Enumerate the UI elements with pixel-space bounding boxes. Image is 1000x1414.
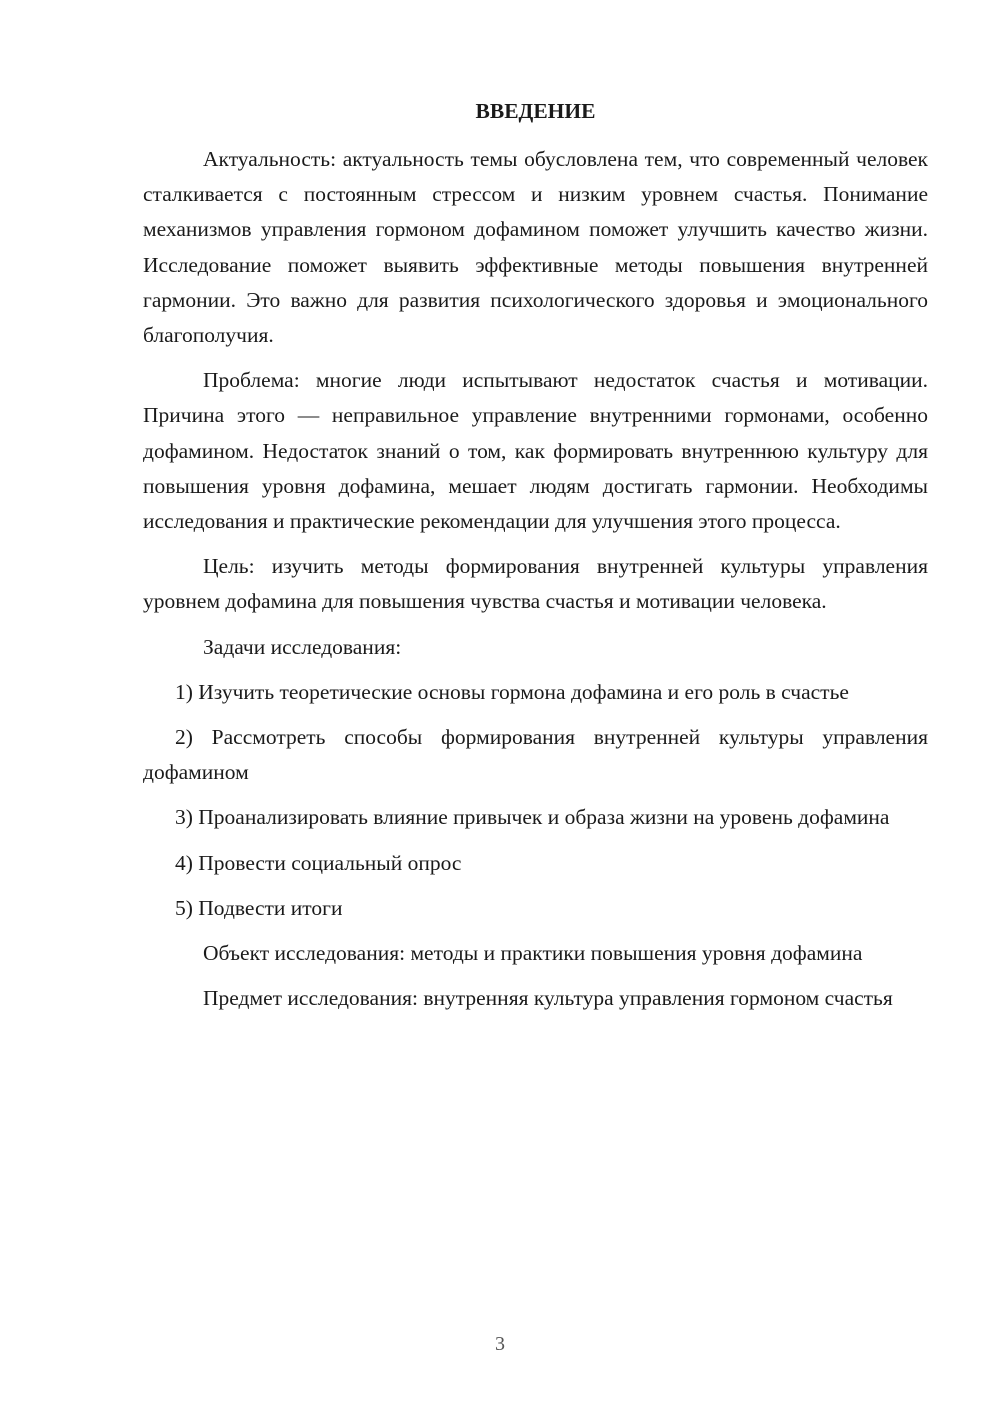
paragraph-subject: Предмет исследования: внутренняя культура управления гормоном счастья bbox=[203, 986, 893, 1011]
paragraph-object: Объект исследования: методы и практики повышения уровня дофамина bbox=[203, 941, 863, 966]
tasks-heading: Задачи исследования: bbox=[203, 634, 402, 659]
task-item-3: 3) Проанализировать влияние привычек и образа жизни на уровень дофамина bbox=[175, 805, 890, 830]
paragraph-actuality: Актуальность: актуальность темы обусловлена тем, что современный человек сталкивается с постоянным стрессом и низким уровнем счастья. Понимание механизмов управления гормоном дофамином поможет улучшить качество жизни. Исследование поможет выявить эффективные методы повышения внутренней гармонии. Это важно для развития психологического здоровья и эмоционального благополучия. bbox=[143, 147, 928, 348]
paragraph-goal: Цель: изучить методы формирования внутренней культуры управления уровнем дофамина для повышения чувства счастья и мотивации человека. bbox=[143, 554, 928, 614]
paragraph-problem: Проблема: многие люди испытывают недостаток счастья и мотивации. Причина этого — неправильное управление внутренними гормонами, особенно дофамином. Недостаток знаний о том, как формировать внутреннюю культуру для повышения уровня дофамина, мешает людям достигать гармонии. Необходимы исследования и практические рекомендации для улучшения этого процесса. bbox=[143, 368, 928, 534]
page-content bbox=[143, 96, 928, 1026]
task-item-4: 4) Провести социальный опрос bbox=[175, 850, 462, 875]
tasks-list bbox=[143, 675, 928, 926]
section-title: ВВЕДЕНИЕ bbox=[475, 99, 596, 123]
task-item-1: 1) Изучить теоретические основы гормона дофамина и его роль в счастье bbox=[175, 679, 849, 704]
task-item-5: 5) Подвести итоги bbox=[175, 895, 343, 920]
page-number: 3 bbox=[495, 1333, 505, 1355]
task-item-2: 2) Рассмотреть способы формирования внутренней культуры управления дофамином bbox=[143, 725, 928, 785]
